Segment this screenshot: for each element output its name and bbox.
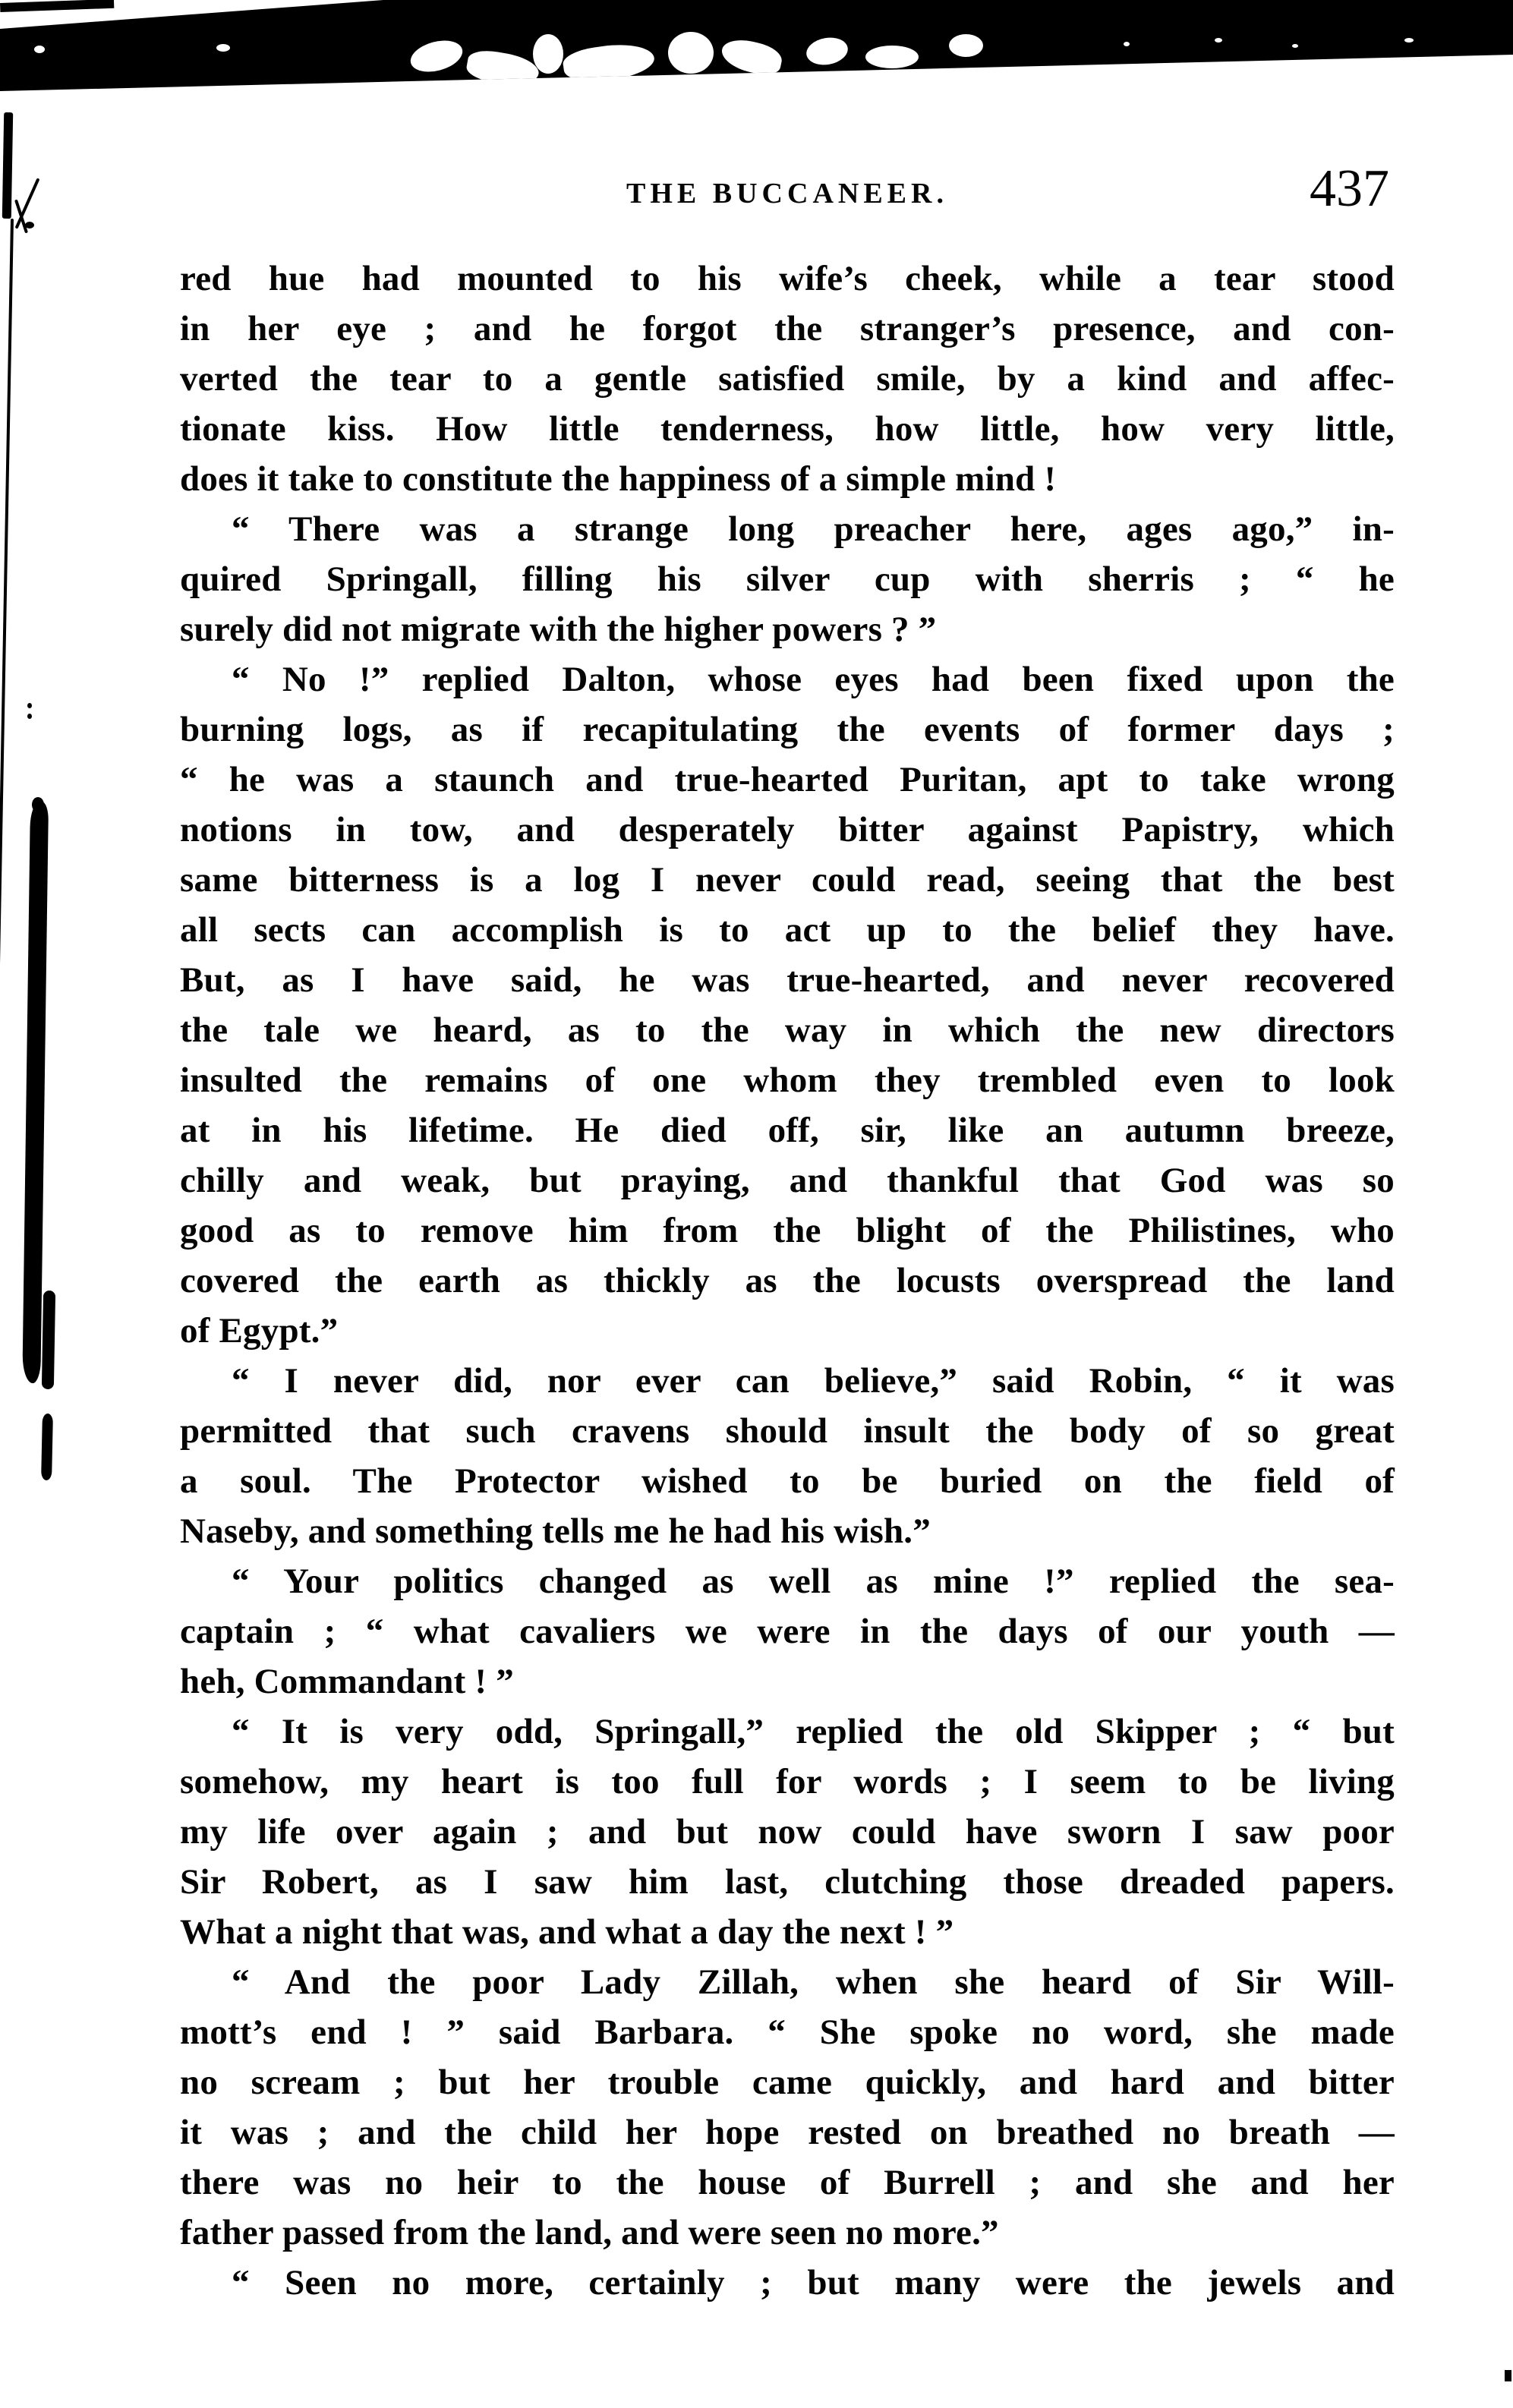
text-line: no scream ; but her trouble came quickly, and hard and bitter xyxy=(180,2063,1395,2102)
scan-band-highlight xyxy=(34,46,45,53)
text-line: Sir Robert, as I saw him last, clutching those dreaded papers. xyxy=(180,1862,1395,1902)
text-line: red hue had mounted to his wife’s cheek, while a tear stood xyxy=(180,259,1395,298)
scan-artifact-left-edge-line xyxy=(0,219,14,1380)
scan-band-highlight xyxy=(949,34,983,57)
scan-band-highlight xyxy=(1404,38,1414,43)
text-line: chilly and weak, but praying, and thankful that God was so xyxy=(180,1161,1395,1200)
text-line: surely did not migrate with the higher powers ? ” xyxy=(180,610,937,649)
text-line: “ There was a strange long preacher here, ages ago,” in- xyxy=(232,509,1395,549)
text-line: “ And the poor Lady Zillah, when she heard of Sir Will- xyxy=(232,1962,1395,2002)
scan-band-highlight xyxy=(668,32,714,74)
scan-artifact-ink-blob-large xyxy=(32,797,44,812)
scan-band-highlight xyxy=(1292,44,1298,48)
text-line: at in his lifetime. He died off, sir, like an autumn breeze, xyxy=(180,1111,1395,1150)
scan-band-highlight xyxy=(561,39,656,86)
scan-band-highlight xyxy=(407,36,465,77)
text-line: there was no heir to the house of Burrell ; and she and her xyxy=(180,2163,1395,2202)
text-line: verted the tear to a gentle satisfied smile, by a kind and affec- xyxy=(180,359,1395,399)
scan-band-highlight xyxy=(804,34,849,68)
text-line: it was ; and the child her hope rested on breathed no breath — xyxy=(180,2113,1395,2152)
text-line: all sects can accomplish is to act up to the belief they have. xyxy=(180,910,1395,950)
scan-artifact-right-tick xyxy=(1505,2370,1511,2381)
scan-band-highlight xyxy=(719,36,785,78)
text-line: covered the earth as thickly as the locusts overspread the land xyxy=(180,1261,1395,1300)
text-line: of Egypt.” xyxy=(180,1311,339,1351)
text-line: “ No !” replied Dalton, whose eyes had been fixed upon the xyxy=(232,660,1395,699)
text-line: “ Your politics changed as well as mine !” replied the sea- xyxy=(232,1562,1395,1601)
text-line: insulted the remains of one whom they trembled even to look xyxy=(180,1061,1395,1100)
running-title: THE BUCCANEER. xyxy=(626,178,948,210)
text-line: “ I never did, nor ever can believe,” said Robin, “ it was xyxy=(232,1361,1395,1401)
text-line: permitted that such cravens should insult the body of so great xyxy=(180,1411,1395,1451)
scan-band-highlight xyxy=(216,44,230,52)
text-line: in her eye ; and he forgot the stranger’s presence, and con- xyxy=(180,309,1395,348)
text-line: Naseby, and something tells me he had his wish.” xyxy=(180,1511,931,1551)
text-line: does it take to constitute the happiness of a simple mind ! xyxy=(180,459,1057,499)
scan-artifact-top-band xyxy=(0,0,1513,99)
text-line: “ Seen no more, certainly ; but many were the jewels and xyxy=(232,2263,1395,2302)
scan-artifact-ink-blob-large xyxy=(42,1291,55,1389)
scan-band-highlight xyxy=(465,47,541,90)
scan-artifact-corner-dash xyxy=(0,0,114,12)
scan-artifact-ink-dot xyxy=(25,222,34,229)
scan-artifact-ink-dot xyxy=(27,703,32,708)
scan-artifact-left-bar xyxy=(2,112,13,219)
scan-band-highlight xyxy=(1215,38,1222,43)
text-line: burning logs, as if recapitulating the events of former days ; xyxy=(180,710,1395,749)
scan-band-highlight xyxy=(533,34,563,74)
text-line: tionate kiss. How little tenderness, how little, how very little, xyxy=(180,409,1395,449)
body-text xyxy=(180,254,1395,2308)
text-line: What a night that was, and what a day the next ! ” xyxy=(180,1912,954,1952)
text-line: “ It is very odd, Springall,” replied the old Skipper ; “ but xyxy=(232,1712,1395,1751)
scan-band-highlight xyxy=(1124,42,1130,46)
text-line: But, as I have said, he was true-hearted, and never recovered xyxy=(180,960,1395,1000)
text-line: my life over again ; and but now could have sworn I saw poor xyxy=(180,1812,1395,1852)
text-line: “ he was a staunch and true-hearted Puritan, apt to take wrong xyxy=(180,760,1395,799)
text-line: the tale we heard, as to the way in which the new directors xyxy=(180,1010,1395,1050)
scan-artifact-ink-dot xyxy=(27,714,32,719)
text-line: heh, Commandant ! ” xyxy=(180,1662,514,1701)
text-line: mott’s end ! ” said Barbara. “ She spoke no word, she made xyxy=(180,2012,1395,2052)
text-line: notions in tow, and desperately bitter against Papistry, which xyxy=(180,810,1395,849)
text-line: somehow, my heart is too full for words ; I seem to be living xyxy=(180,1762,1395,1801)
text-line: a soul. The Protector wished to be buried on the field of xyxy=(180,1461,1395,1501)
page-number: 437 xyxy=(1310,159,1389,218)
text-line: same bitterness is a log I never could read, seeing that the best xyxy=(180,860,1395,900)
text-line: quired Springall, filling his silver cup with sherris ; “ he xyxy=(180,559,1395,599)
scan-artifact-ink-blob-small xyxy=(41,1414,53,1480)
text-line: good as to remove him from the blight of the Philistines, who xyxy=(180,1211,1395,1250)
scan-band-highlight xyxy=(865,46,919,68)
text-line: father passed from the land, and were seen no more.” xyxy=(180,2213,999,2252)
text-line: captain ; “ what cavaliers we were in the days of our youth — xyxy=(180,1612,1395,1651)
